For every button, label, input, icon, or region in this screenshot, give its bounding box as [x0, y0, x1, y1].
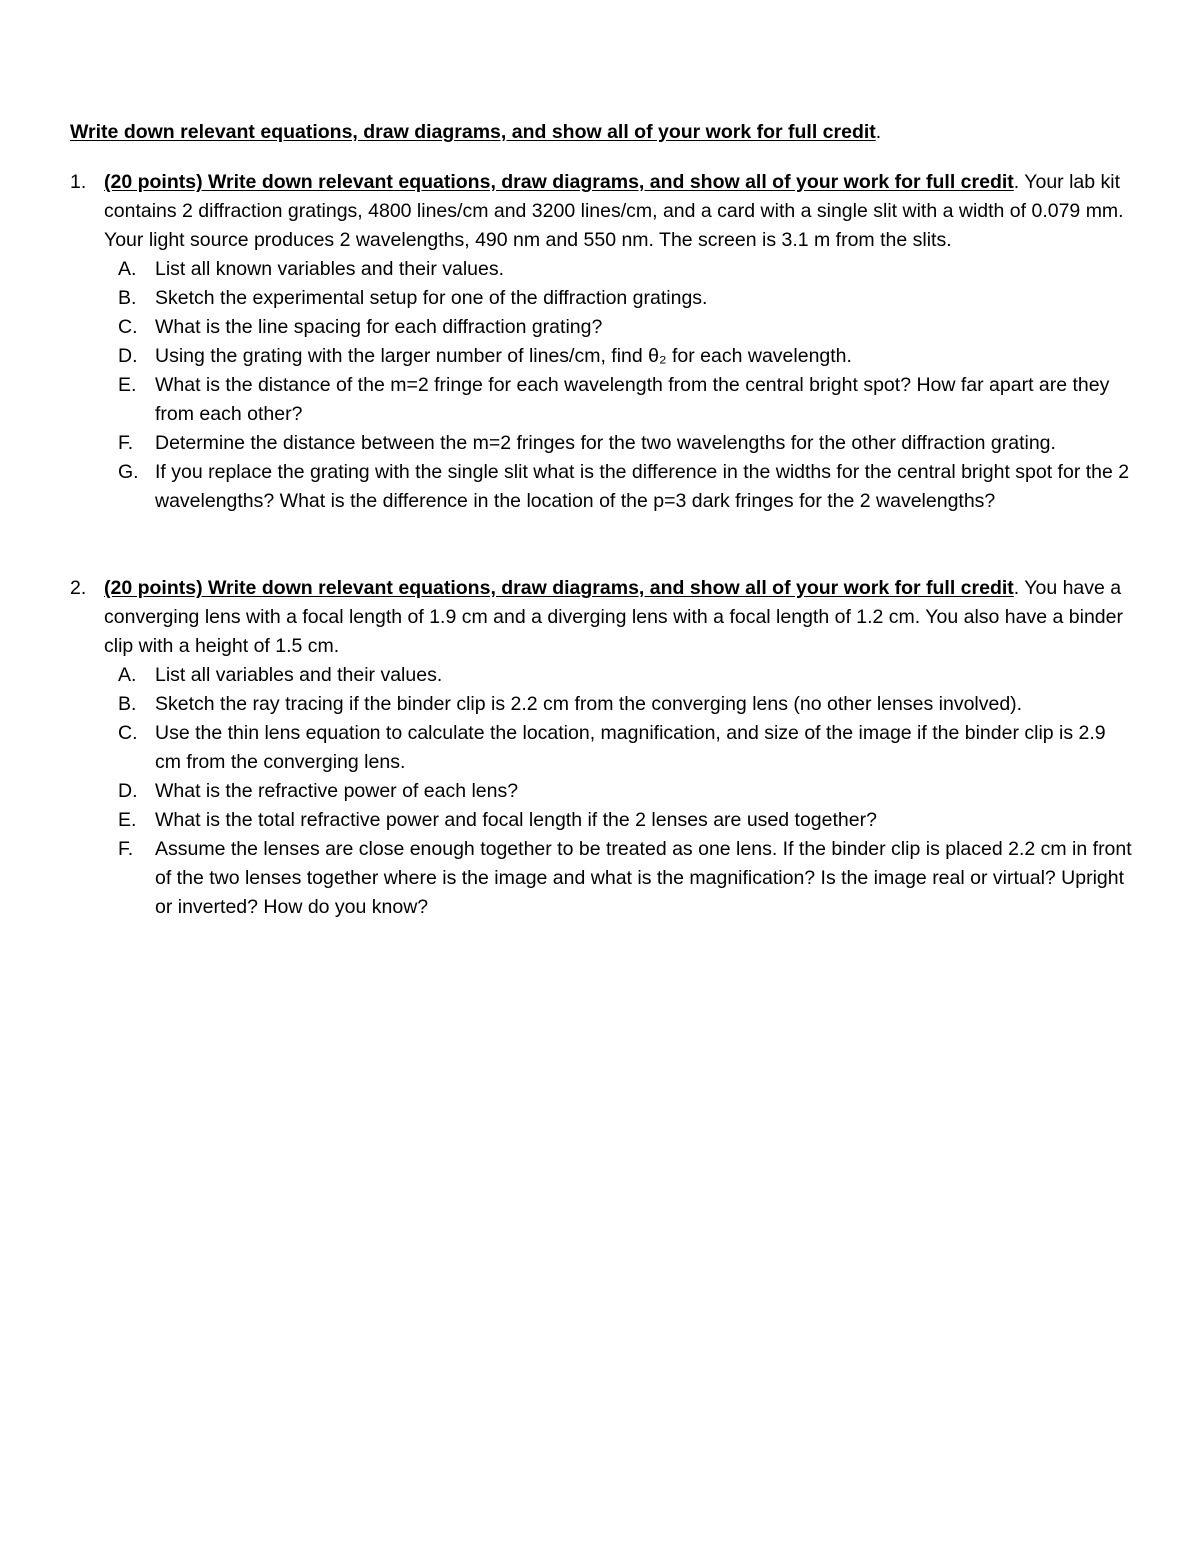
part-letter: G. — [118, 461, 139, 483]
part-text: What is the refractive power of each lens? — [155, 780, 519, 802]
part-text: Sketch the ray tracing if the binder clip is 2.2 cm from the converging lens (no other lenses involved). — [155, 693, 1023, 715]
question-stem-text: . You have a converging lens with a focal length of 1.9 cm and a diverging lens with a focal length of 1.2 cm. You also have a binder clip with a height of 1.5 cm. — [104, 577, 1123, 657]
general-instruction — [70, 118, 1132, 147]
question-part-c — [104, 313, 1132, 342]
question-part-e — [104, 371, 1132, 429]
question-number: 1. — [70, 171, 87, 193]
question-part-d — [104, 342, 1132, 371]
question-body — [104, 168, 1132, 516]
part-letter: B. — [118, 693, 137, 715]
part-letter: A. — [118, 664, 137, 686]
question-part-b — [104, 284, 1132, 313]
page-content — [70, 118, 1132, 922]
part-letter: F. — [118, 838, 134, 860]
part-text: Sketch the experimental setup for one of the diffraction gratings. — [155, 287, 708, 309]
part-text: What is the line spacing for each diffraction grating? — [155, 316, 603, 338]
question-parts-list — [104, 661, 1132, 922]
question-parts-list — [104, 255, 1132, 516]
part-text: If you replace the grating with the single slit what is the difference in the widths for the central bright spot for the 2 wavelengths? What is the difference in the location of the p=3 dark fringes for the 2 wavelengths? — [155, 461, 1130, 512]
question-1 — [70, 168, 1132, 516]
question-part-g — [104, 458, 1132, 516]
part-letter: C. — [118, 316, 138, 338]
question-part-b — [104, 690, 1132, 719]
question-points-heading: (20 points) Write down relevant equations, draw diagrams, and show all of your work for full credit — [104, 171, 1014, 193]
question-number: 2. — [70, 577, 87, 599]
part-text: What is the distance of the m=2 fringe for each wavelength from the central bright spot? How far apart are they from each other? — [155, 374, 1110, 425]
question-part-d — [104, 777, 1132, 806]
part-text: Using the grating with the larger number of lines/cm, find θ₂ for each wavelength. — [155, 345, 852, 367]
question-part-e — [104, 806, 1132, 835]
part-text: List all known variables and their values. — [155, 258, 505, 280]
question-part-a — [104, 661, 1132, 690]
part-text: List all variables and their values. — [155, 664, 443, 686]
question-stem-text: . Your lab kit contains 2 diffraction gratings, 4800 lines/cm and 3200 lines/cm, and a card with a single slit with a width of 0.079 mm. Your light source produces 2 wavelengths, 490 nm and 550 nm. The screen is 3.1 m from the slits. — [104, 171, 1124, 251]
question-part-f — [104, 429, 1132, 458]
question-2 — [70, 574, 1132, 922]
part-letter: D. — [118, 345, 138, 367]
part-text: What is the total refractive power and focal length if the 2 lenses are used together? — [155, 809, 877, 831]
part-letter: D. — [118, 780, 138, 802]
question-body — [104, 574, 1132, 922]
part-text: Determine the distance between the m=2 fringes for the two wavelengths for the other diffraction grating. — [155, 432, 1056, 454]
instruction-text: Write down relevant equations, draw diagrams, and show all of your work for full credit — [70, 121, 876, 143]
part-letter: B. — [118, 287, 137, 309]
question-part-c — [104, 719, 1132, 777]
question-stem — [104, 574, 1132, 661]
part-text: Use the thin lens equation to calculate the location, magnification, and size of the image if the binder clip is 2.9 cm from the converging lens. — [155, 722, 1106, 773]
part-letter: E. — [118, 809, 137, 831]
part-letter: F. — [118, 432, 134, 454]
question-stem — [104, 168, 1132, 255]
question-points-heading: (20 points) Write down relevant equations, draw diagrams, and show all of your work for full credit — [104, 577, 1014, 599]
part-letter: C. — [118, 722, 138, 744]
question-part-a — [104, 255, 1132, 284]
part-letter: E. — [118, 374, 137, 396]
part-text: Assume the lenses are close enough together to be treated as one lens. If the binder clip is placed 2.2 cm in front of the two lenses together where is the image and what is the magnification? Is the image real or virtual? Upright or inverted? How do you know? — [155, 838, 1132, 918]
part-letter: A. — [118, 258, 137, 280]
question-part-f — [104, 835, 1132, 922]
instruction-period: . — [875, 121, 882, 143]
